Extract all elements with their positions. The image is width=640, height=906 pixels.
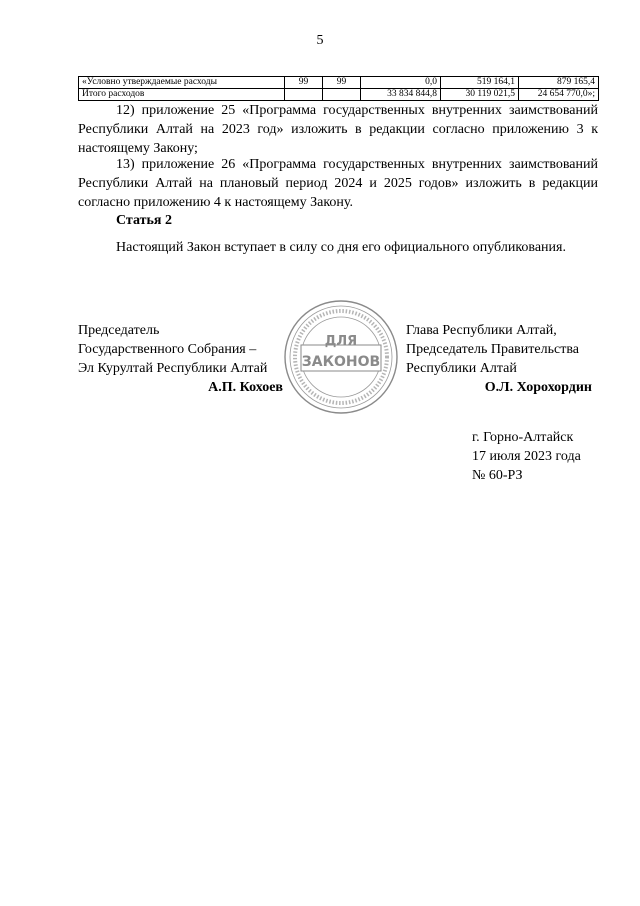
signature-title-line: Государственного Собрания – (78, 342, 257, 357)
document-number: № 60-РЗ (472, 468, 523, 483)
place-date-block (472, 428, 581, 485)
table-row (79, 89, 599, 101)
document-date: 17 июля 2023 года (472, 449, 581, 464)
place-city: г. Горно-Алтайск (472, 430, 574, 445)
table-cell: «Условно утверждаемые расходы (79, 77, 285, 89)
paragraph-item-12 (78, 101, 598, 158)
table-cell: Итого расходов (79, 89, 285, 101)
signature-left (78, 321, 283, 397)
signature-title-line: Республики Алтай (406, 361, 517, 376)
table-cell: 24 654 770,0»; (519, 89, 599, 101)
table-cell (323, 89, 361, 101)
signature-title-line: Глава Республики Алтай, (406, 323, 557, 338)
article-paragraph (78, 238, 598, 257)
paragraph-text: 12) приложение 25 «Программа государственных внутренних заимствований Республики Алтай на 2023 год» изложить в редакции согласно приложению 3 к настоящему Закону; (78, 103, 598, 156)
stamp-line: ЗАКОНОВ (301, 354, 381, 370)
table-cell (285, 89, 323, 101)
table-cell: 0,0 (361, 77, 441, 89)
table-cell: 99 (285, 77, 323, 89)
table-row (79, 77, 599, 89)
table-cell: 30 119 021,5 (441, 89, 519, 101)
signature-title-line: Председатель Правительства (406, 342, 579, 357)
budget-table (78, 76, 599, 101)
table-cell: 519 164,1 (441, 77, 519, 89)
article-text: Настоящий Закон вступает в силу со дня его официального опубликования. (116, 240, 566, 255)
table-cell: 879 165,4 (519, 77, 599, 89)
signature-right (406, 321, 592, 397)
paragraph-item-13 (78, 155, 598, 212)
signature-title-line: Председатель (78, 323, 160, 338)
page-number: 5 (316, 33, 324, 48)
paragraph-text: 13) приложение 26 «Программа государственных внутренних заимствований Республики Алтай на плановый период 2024 и 2025 годов» изложить в редакции согласно приложению 4 к настоящему Закону. (78, 157, 598, 210)
article-heading: Статья 2 (116, 213, 172, 228)
table-cell: 99 (323, 77, 361, 89)
stamp-line: ДЛЯ (324, 334, 358, 349)
table-cell: 33 834 844,8 (361, 89, 441, 101)
official-stamp (283, 299, 399, 415)
signatory-name: А.П. Кохоев (208, 380, 283, 395)
signature-title-line: Эл Курултай Республики Алтай (78, 361, 268, 376)
signatory-name: О.Л. Хорохордин (484, 380, 592, 395)
